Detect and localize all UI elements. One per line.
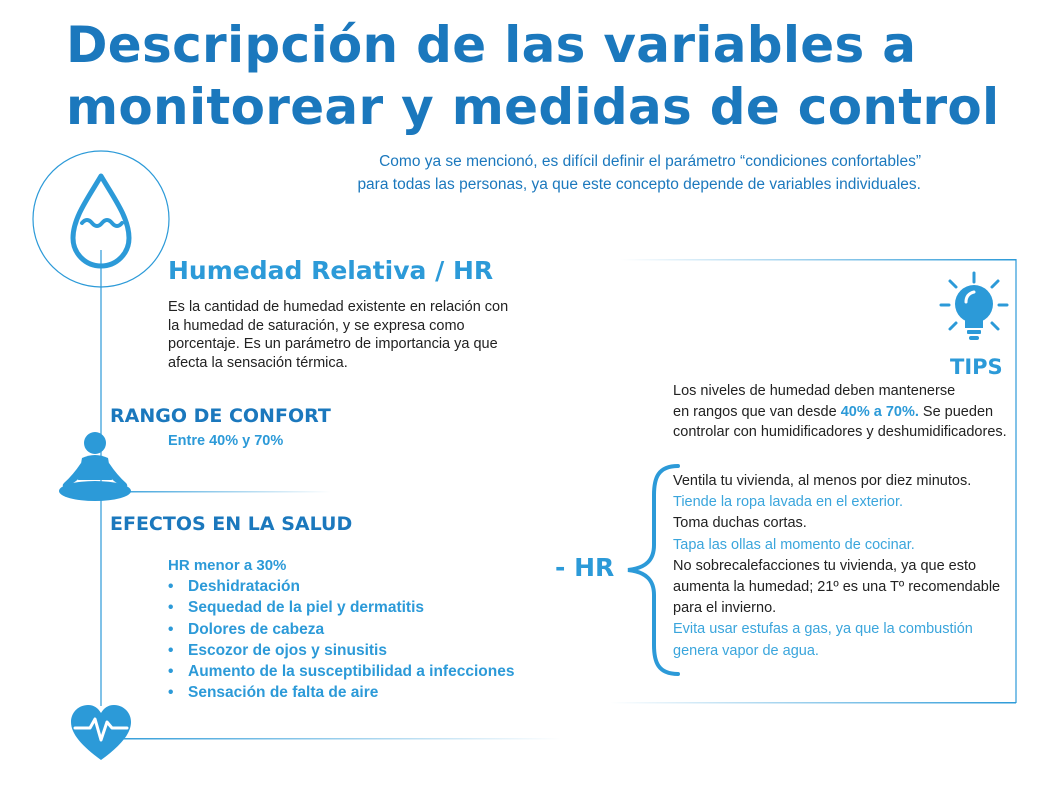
definition-line: la humedad de saturación, y se expresa como	[168, 317, 465, 334]
intro-line-2: para todas las personas, ya que este concepto depende de variables individuales.	[357, 176, 921, 193]
heartbeat-icon	[71, 705, 131, 760]
humedad-definition	[168, 298, 518, 372]
meditating-person-icon	[59, 432, 131, 501]
symptom-text: Dolores de cabeza	[188, 620, 325, 638]
measure-line: Evita usar estufas a gas, ya que la combustión	[673, 621, 973, 638]
tips-range-highlight: 40% a 70%.	[840, 403, 919, 420]
symptom-list	[168, 576, 514, 704]
tips-line-1: Los niveles de humedad deben mantenerse	[673, 383, 956, 399]
page-title	[66, 14, 1006, 138]
list-item	[168, 640, 514, 661]
humedad-heading: Humedad Relativa / HR	[168, 256, 494, 285]
intro-line-1: Como ya se mencionó, es difícil definir el parámetro “condiciones confortables”	[379, 153, 921, 170]
tips-line-3: controlar con humidificadores y deshumidificadores.	[673, 424, 1007, 440]
list-item	[168, 682, 514, 703]
list-item	[168, 619, 514, 640]
symptom-text: Escozor de ojos y sinusitis	[188, 641, 387, 659]
lightbulb-icon	[941, 273, 1007, 340]
tips-frame-top	[620, 259, 1016, 261]
tips-line-2	[673, 402, 1013, 423]
control-measures	[673, 471, 1013, 662]
definition-line: porcentaje. Es un parámetro de importancia ya que	[168, 336, 498, 352]
divider-top	[101, 491, 331, 493]
definition-line: Es la cantidad de humedad existente en relación con	[168, 299, 509, 315]
intro-text	[281, 150, 921, 196]
reduce-hr-label: - HR	[555, 553, 615, 582]
efectos-heading: EFECTOS EN LA SALUD	[110, 513, 353, 535]
measure-line: Tiende la ropa lavada en el exterior.	[673, 494, 903, 511]
tips-line-2-post: Se pueden	[918, 403, 994, 420]
rango-heading: RANGO DE CONFORT	[110, 405, 331, 427]
efectos-condition: HR menor a 30%	[168, 557, 287, 574]
bullet-icon: •	[168, 641, 174, 659]
measure-line: Tapa las ollas al momento de cocinar.	[673, 536, 915, 553]
list-item	[168, 661, 514, 682]
measure-line: Toma duchas cortas.	[673, 515, 807, 532]
definition-line: afecta la sensación térmica.	[168, 354, 348, 371]
symptom-text: Sensación de falta de aire	[188, 684, 379, 702]
measure-line: aumenta la humedad; 21º es una Tº recomendable	[673, 579, 1001, 596]
measure-line: Ventila tu vivienda, al menos por diez minutos.	[673, 473, 972, 489]
bullet-icon: •	[168, 684, 174, 702]
symptom-text: Sequedad de la piel y dermatitis	[188, 599, 425, 617]
tips-line-2-pre: en rangos que van desde	[673, 403, 841, 420]
water-drop-icon	[33, 151, 169, 287]
rango-value: Entre 40% y 70%	[168, 433, 284, 449]
title-line-2: monitorear y medidas de control	[66, 78, 1000, 136]
list-item	[168, 576, 514, 597]
measure-line: No sobrecalefacciones tu vivienda, ya que esto	[673, 557, 977, 574]
curly-brace-icon	[628, 466, 678, 674]
measure-line: genera vapor de agua.	[673, 642, 819, 659]
bullet-icon: •	[168, 578, 174, 595]
symptom-text: Aumento de la susceptibilidad a infecciones	[188, 663, 515, 681]
title-line-1: Descripción de las variables a	[66, 16, 917, 74]
tips-frame-bottom	[610, 702, 1016, 704]
list-item	[168, 597, 514, 618]
measure-line: para el invierno.	[673, 600, 777, 617]
tips-label: TIPS	[950, 355, 1003, 379]
tips-text	[673, 381, 1013, 443]
bullet-icon: •	[168, 599, 174, 617]
bullet-icon: •	[168, 620, 174, 638]
symptom-text: Deshidratación	[188, 578, 300, 595]
bullet-icon: •	[168, 663, 174, 681]
divider-bottom	[101, 738, 561, 740]
